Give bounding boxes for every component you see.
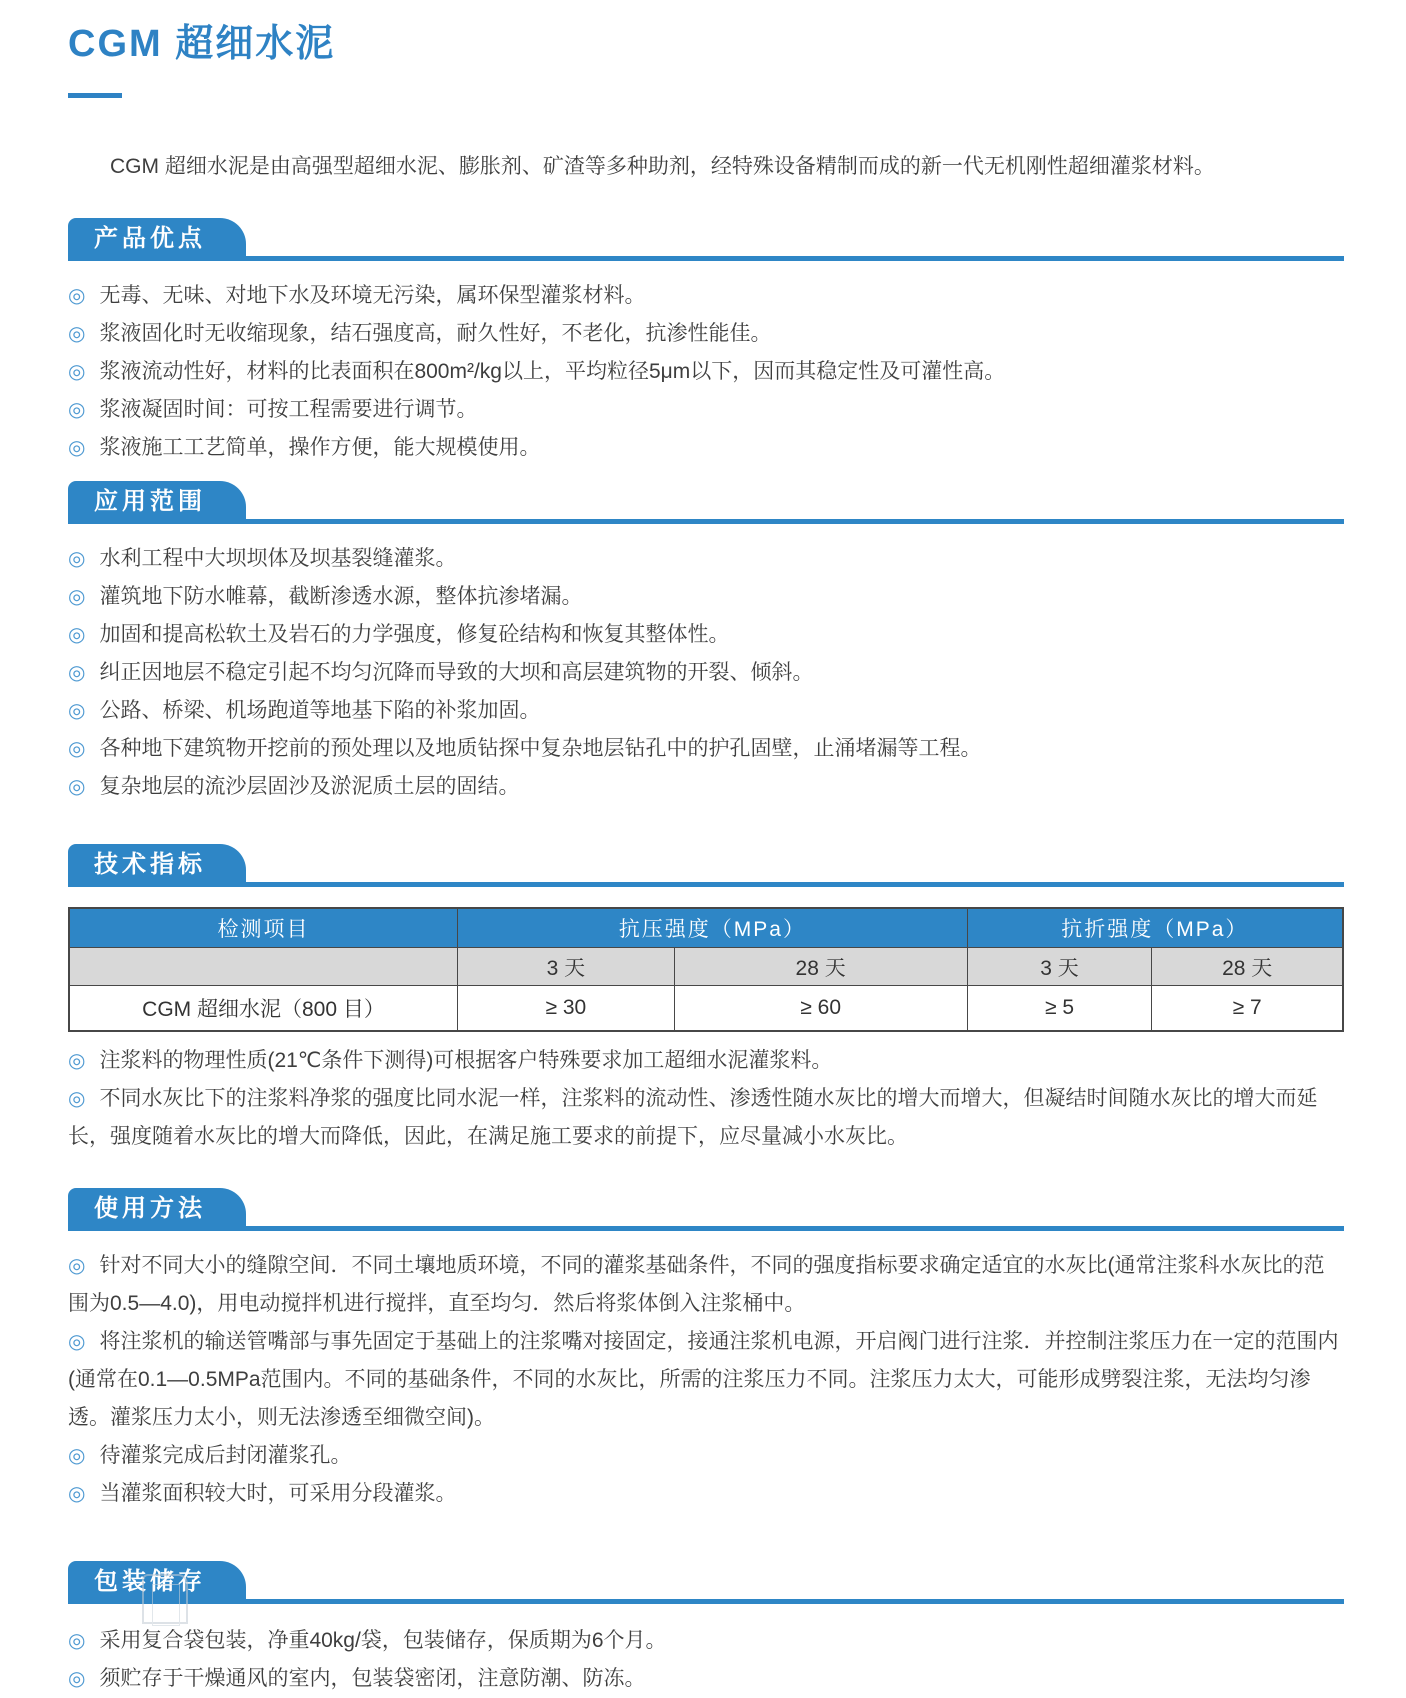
datasheet-page: [0, 12, 1406, 1698]
bullseye-bullet-icon: ◎: [68, 1444, 86, 1467]
bullseye-bullet-icon: ◎: [68, 1254, 86, 1277]
row-product-name: CGM 超细水泥（800 目）: [69, 986, 458, 1031]
section-rule: [68, 519, 1344, 524]
applications-list: [68, 540, 1344, 806]
list-item: [68, 1622, 1344, 1660]
table-row: [69, 986, 1343, 1031]
list-item-text: 当灌浆面积较大时，可采用分段灌浆。: [99, 1481, 457, 1505]
list-item-text: 灌筑地下防水帷幕，截断渗透水源，整体抗渗堵漏。: [99, 584, 583, 608]
list-item-text: 注浆料的物理性质(21℃条件下测得)可根据客户特殊要求加工超细水泥灌浆料。: [99, 1048, 833, 1072]
list-item-text: 复杂地层的流沙层固沙及淤泥质土层的固结。: [99, 774, 520, 798]
section-rule: [68, 882, 1344, 887]
bullseye-bullet-icon: ◎: [68, 1629, 86, 1652]
list-item-text: 纠正因地层不稳定引起不均匀沉降而导致的大坝和高层建筑物的开裂、倾斜。: [99, 660, 814, 684]
section-rule: [68, 1226, 1344, 1231]
section-rule: [68, 256, 1344, 261]
section-header-packaging: [68, 1561, 1344, 1604]
section-tab-usage: 使用方法: [68, 1188, 246, 1231]
list-item-text: 不同水灰比下的注浆料净浆的强度比同水泥一样，注浆料的流动性、渗透性随水灰比的增大而增大，但凝结时间随水灰比的增大而延长，强度随着水灰比的增大而降低，因此，在满足施工要求的前提下，应尽量减小水灰比。: [68, 1086, 1318, 1148]
list-item: [68, 1323, 1344, 1437]
list-item-text: 须贮存于干燥通风的室内，包装袋密闭，注意防潮、防冻。: [99, 1666, 646, 1690]
list-item: [68, 277, 1344, 315]
list-item: [68, 391, 1344, 429]
spec-notes-list: [68, 1042, 1344, 1156]
list-item: [68, 1437, 1344, 1475]
list-item: [68, 1247, 1344, 1323]
bullseye-bullet-icon: ◎: [68, 1482, 86, 1505]
bullseye-bullet-icon: ◎: [68, 360, 86, 383]
list-item-text: 加固和提高松软土及岩石的力学强度，修复砼结构和恢复其整体性。: [99, 622, 730, 646]
value-flexural-3d: ≥ 5: [967, 986, 1152, 1031]
subheader-3d: 3 天: [458, 948, 675, 986]
list-item: [68, 654, 1344, 692]
subheader-empty: [69, 948, 458, 986]
list-item-text: 各种地下建筑物开挖前的预处理以及地质钻探中复杂地层钻孔中的护孔固壁，止涌堵漏等工程。: [99, 736, 982, 760]
spec-table-subheader-row: [69, 948, 1343, 986]
subheader-3d: 3 天: [967, 948, 1152, 986]
section-tab-specs: 技术指标: [68, 844, 246, 887]
list-item: [68, 768, 1344, 806]
section-header-advantages: [68, 218, 1344, 261]
section-header-applications: [68, 481, 1344, 524]
title-underline: [68, 93, 122, 98]
bullseye-bullet-icon: ◎: [68, 623, 86, 646]
bullseye-bullet-icon: ◎: [68, 1087, 86, 1110]
list-item: [68, 540, 1344, 578]
bullseye-bullet-icon: ◎: [68, 661, 86, 684]
col-header-test-item: 检测项目: [69, 908, 458, 948]
list-item: [68, 353, 1344, 391]
value-compressive-3d: ≥ 30: [458, 986, 675, 1031]
page-title: CGM 超细水泥: [68, 23, 336, 65]
bullseye-bullet-icon: ◎: [68, 737, 86, 760]
section-tab-packaging: 包装储存: [68, 1561, 246, 1604]
list-item: [68, 1475, 1344, 1513]
bullseye-bullet-icon: ◎: [68, 398, 86, 421]
list-item-text: 将注浆机的输送管嘴部与事先固定于基础上的注浆嘴对接固定，接通注浆机电源，开启阀门进行注浆．并控制注浆压力在一定的范围内(通常在0.1—0.5MPa范围内。不同的基础条件，不同的水灰比，所需的注浆压力不同。注浆压力太大，可能形成劈裂注浆，无法均匀渗透。灌浆压力太小，则无法渗透至细微空间)。: [68, 1329, 1339, 1429]
bullseye-bullet-icon: ◎: [68, 585, 86, 608]
subheader-28d: 28 天: [1152, 948, 1343, 986]
bullseye-bullet-icon: ◎: [68, 775, 86, 798]
list-item: [68, 578, 1344, 616]
subheader-28d: 28 天: [674, 948, 967, 986]
section-header-usage: [68, 1188, 1344, 1231]
intro-paragraph: CGM 超细水泥是由高强型超细水泥、膨胀剂、矿渣等多种助剂，经特殊设备精制而成的新一代无机刚性超细灌浆材料。: [110, 155, 1215, 178]
list-item-text: 无毒、无味、对地下水及环境无污染，属环保型灌浆材料。: [99, 283, 646, 307]
list-item-text: 浆液固化时无收缩现象，结石强度高，耐久性好，不老化，抗渗性能佳。: [99, 321, 772, 345]
list-item-text: 公路、桥梁、机场跑道等地基下陷的补浆加固。: [99, 698, 541, 722]
list-item: [68, 616, 1344, 654]
usage-list: [68, 1247, 1344, 1513]
list-item-text: 浆液流动性好，材料的比表面积在800m²/kg以上，平均粒径5μm以下，因而其稳定性及可灌性高。: [99, 359, 1006, 383]
list-item-text: 浆液施工工艺简单，操作方便，能大规模使用。: [99, 435, 541, 459]
spec-table: [68, 907, 1344, 1032]
spec-table-header-row: [69, 908, 1343, 948]
list-item: [68, 315, 1344, 353]
advantages-list: [68, 277, 1344, 467]
section-tab-advantages: 产品优点: [68, 218, 246, 261]
bullseye-bullet-icon: ◎: [68, 699, 86, 722]
list-item-text: 水利工程中大坝坝体及坝基裂缝灌浆。: [99, 546, 457, 570]
section-tab-applications: 应用范围: [68, 481, 246, 524]
list-item: [68, 1080, 1344, 1156]
list-item-text: 浆液凝固时间：可按工程需要进行调节。: [99, 397, 478, 421]
list-item: [68, 429, 1344, 467]
packaging-list: [68, 1622, 1344, 1698]
value-compressive-28d: ≥ 60: [674, 986, 967, 1031]
list-item: [68, 1042, 1344, 1080]
bullseye-bullet-icon: ◎: [68, 436, 86, 459]
list-item-text: 采用复合袋包装，净重40kg/袋，包装储存，保质期为6个月。: [99, 1628, 667, 1652]
list-item-text: 待灌浆完成后封闭灌浆孔。: [99, 1443, 352, 1467]
bullseye-bullet-icon: ◎: [68, 547, 86, 570]
col-header-compressive: 抗压强度（MPa）: [458, 908, 968, 948]
value-flexural-28d: ≥ 7: [1152, 986, 1343, 1031]
list-item: [68, 730, 1344, 768]
bullseye-bullet-icon: ◎: [68, 284, 86, 307]
bullseye-bullet-icon: ◎: [68, 322, 86, 345]
cement-bag-watermark-image: [142, 1574, 188, 1624]
bullseye-bullet-icon: ◎: [68, 1667, 86, 1690]
bullseye-bullet-icon: ◎: [68, 1330, 86, 1353]
bullseye-bullet-icon: ◎: [68, 1049, 86, 1072]
list-item: [68, 1660, 1344, 1698]
list-item-text: 针对不同大小的缝隙空间．不同土壤地质环境，不同的灌浆基础条件，不同的强度指标要求确定适宜的水灰比(通常注浆科水灰比的范围为0.5—4.0)，用电动搅拌机进行搅拌，直至均匀．然后将浆体倒入注浆桶中。: [68, 1253, 1325, 1315]
list-item: [68, 692, 1344, 730]
col-header-flexural: 抗折强度（MPa）: [967, 908, 1343, 948]
section-header-specs: [68, 844, 1344, 887]
